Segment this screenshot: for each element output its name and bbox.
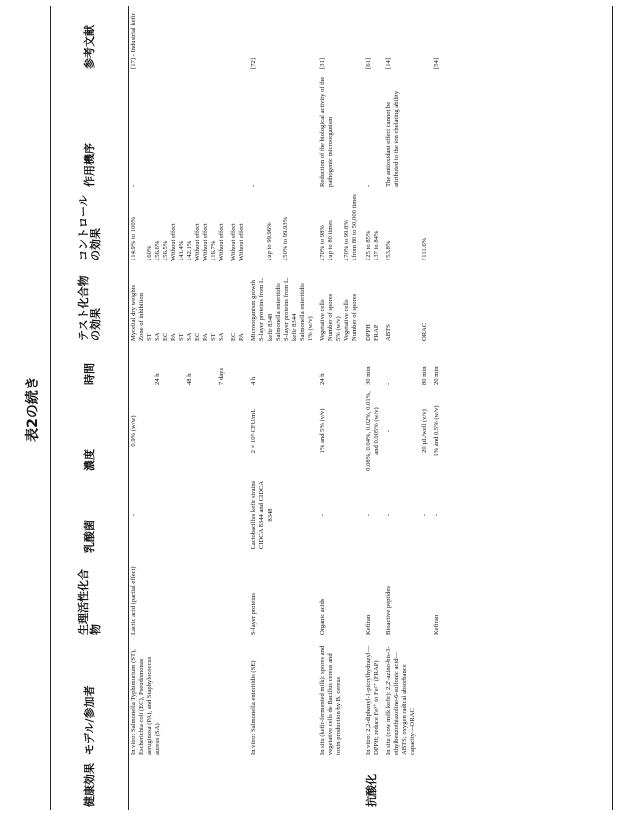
cell-ref xyxy=(419,6,431,72)
cell-health xyxy=(128,758,228,810)
cell-test-line: Vegetative cells xyxy=(342,299,350,341)
cell-health xyxy=(383,758,419,810)
cell-control-line: Without effect xyxy=(230,223,238,261)
cell-lab: - xyxy=(421,513,429,517)
cell-compound: Bioactive peptides xyxy=(384,586,392,635)
cell-control xyxy=(419,190,431,264)
column-header: モデル/参加者 xyxy=(82,685,96,755)
cell-control-line: ↓14.9% to 100% xyxy=(130,216,137,261)
cell-test xyxy=(248,264,316,344)
cell-time xyxy=(228,344,248,388)
cell-control xyxy=(248,190,316,264)
cell-control-line: ↓37 to 84% xyxy=(372,230,380,261)
cell-test-line: ABTS xyxy=(384,324,392,341)
cell-lab: Lactobacillus kefir strains CIDCA 8344 and CIDCA 8348 xyxy=(250,480,274,550)
cell-control-line: ↓60% xyxy=(146,245,154,261)
cell-ref: [17] - Industrial kefir xyxy=(130,13,137,69)
cell-control-line: ↓up to 99.96% xyxy=(266,222,274,261)
cell-test-line: Vegetative cells xyxy=(318,299,326,341)
cell-control-line: ↓70% to 98% xyxy=(318,225,326,261)
cell-health xyxy=(419,758,431,810)
cell-test-line: EC xyxy=(194,332,202,341)
cell-control xyxy=(128,190,228,264)
cell-time-line: 24 h xyxy=(154,373,161,385)
cell-control-line: Without effect xyxy=(202,223,210,261)
cell-time xyxy=(248,344,316,388)
cell-time-line xyxy=(230,347,238,385)
cell-time-line: 20 min xyxy=(433,366,441,385)
cell-time xyxy=(419,344,431,388)
cell-model xyxy=(419,638,431,758)
cell-test-line: SA xyxy=(186,332,194,341)
table-row xyxy=(128,6,228,810)
cell-conc: 0.9% (w/w) xyxy=(130,415,137,447)
column-header: 時間 xyxy=(82,363,96,385)
cell-test xyxy=(128,264,228,344)
cell-test-line: S-layer proteins from L. kefir 8348 xyxy=(258,277,274,341)
table-body xyxy=(128,6,443,810)
cell-mech: The antioxidant effect cannot be attributed to the ion chelating ability xyxy=(384,90,400,187)
table-row xyxy=(317,6,361,810)
column-header: 濃度 xyxy=(82,449,96,471)
cell-mech xyxy=(431,72,443,190)
cell-lab: - xyxy=(433,513,441,517)
cell-compound: Kefiran xyxy=(433,614,441,635)
table-row xyxy=(248,6,316,810)
cell-conc: 20 µL/well (v/v) xyxy=(421,409,429,453)
cell-time-line xyxy=(194,347,202,385)
cell-compound xyxy=(419,556,431,638)
bottom-rule xyxy=(612,6,613,810)
cell-time xyxy=(361,344,383,388)
cell-time-line xyxy=(178,347,186,385)
cell-compound xyxy=(228,556,248,638)
cell-test-line: ST xyxy=(178,333,186,341)
cell-control-line: ↓50% to 99.93% xyxy=(282,216,290,261)
column-header: 健康効果 xyxy=(82,763,96,807)
cell-time-line: 48 h xyxy=(186,373,194,385)
cell-test xyxy=(383,264,419,344)
cell-health xyxy=(248,758,316,810)
cell-time-line: 80 min xyxy=(421,366,429,385)
column-header: テスト化合物の効果 xyxy=(76,275,102,341)
cell-control-line: ↑53.8% xyxy=(384,240,392,261)
cell-mech xyxy=(419,72,431,190)
cell-ref xyxy=(228,6,248,72)
cell-health xyxy=(431,758,443,810)
cell-control-line: ↓70% to 99.8% xyxy=(342,220,350,261)
cell-conc: 0.08%, 0.04%, 0.02%, 0.01%, and 0.005% (w/v) xyxy=(364,391,380,471)
cell-test-line: EC xyxy=(230,332,238,341)
cell-control-line xyxy=(291,193,299,261)
cell-health xyxy=(228,758,248,810)
cell-time-line xyxy=(146,347,154,385)
cell-lab: - xyxy=(384,513,392,517)
table-header xyxy=(52,6,128,810)
cell-test-line: 1% (w/v) xyxy=(306,316,314,341)
cell-time-line xyxy=(138,347,146,385)
cell-test-line: SA xyxy=(218,332,226,341)
cell-model: In vitro: Salmonella enteritidis (SE) xyxy=(250,660,258,755)
cell-test-line: EC xyxy=(162,332,170,341)
cell-lab: - xyxy=(364,513,372,517)
table-row xyxy=(383,6,419,810)
cell-control-line: ↓56.5% xyxy=(162,240,170,261)
cell-control-line xyxy=(138,193,146,261)
cell-health: 抗酸化 xyxy=(364,774,378,807)
cell-control-line: ↓up to 80 times xyxy=(326,220,334,261)
cell-test-line: Number of spores xyxy=(326,293,334,341)
cell-control-line: ↓56.6% xyxy=(154,240,162,261)
cell-ref: [72] xyxy=(250,58,258,69)
cell-test-line: ST xyxy=(146,333,154,341)
cell-control-line: ↓16.7% xyxy=(210,240,218,261)
cell-test-line: PA xyxy=(238,333,246,341)
cell-mech xyxy=(228,72,248,190)
cell-control-line xyxy=(258,193,266,261)
cell-time-line xyxy=(130,347,138,385)
cell-model xyxy=(228,638,248,758)
cell-test xyxy=(228,264,248,344)
cell-test-line: S-layer proteins from L. kefir 8344 xyxy=(282,277,298,341)
cell-time-line: 30 min xyxy=(364,366,372,385)
cell-control-line xyxy=(274,193,282,261)
cell-time-line: - xyxy=(384,382,392,385)
cell-compound: Kefiran xyxy=(364,614,372,635)
cell-time xyxy=(128,344,228,388)
cell-control-line: ↓25 to 85% xyxy=(364,230,372,261)
cell-time-line xyxy=(170,347,178,385)
cell-test-line: Salmonella enteritidis xyxy=(274,283,282,341)
cell-health xyxy=(317,758,361,810)
cell-test-line: 5% (w/v) xyxy=(334,316,342,341)
cell-lab: - xyxy=(318,513,326,517)
cell-control-line xyxy=(335,193,343,261)
cell-conc: 1% and 5% (v/v) xyxy=(318,408,326,454)
cell-control-line: Without effect xyxy=(238,223,246,261)
cell-model: In situ (cow milk kefir): 2,2'-azino-bis-3-ethylbenzothiazoline-6-sulfonic acid—ABTS; oxygen radical absorbance capacity—ORAC xyxy=(384,646,416,755)
cell-mech: - xyxy=(130,184,137,187)
column-header: コントロールの効果 xyxy=(76,195,102,261)
cell-model: In vitro: Salmonella Typhimurium (ST), Escherichia coli (EC), Pseudomonas aeruginosa (PA), and Staphylococcus aureus (SA) xyxy=(130,649,162,755)
cell-ref: [61] xyxy=(364,58,372,69)
cell-test-line: Microorganism growth xyxy=(250,280,258,341)
cell-model: In situ (kefir-fermented milk): spores and vegetative cells de Bacillus cereus and toxin production by B. cereus xyxy=(318,645,342,755)
column-header: 乳酸菌 xyxy=(82,520,96,553)
cell-conc: 1% and 0.5% (w/v) xyxy=(433,405,441,457)
cell-compound: Organic acids xyxy=(318,598,326,635)
cell-test xyxy=(419,264,431,344)
cell-control xyxy=(228,190,248,264)
cell-compound: S-layer proteins xyxy=(250,593,258,635)
cell-mech: - xyxy=(250,184,258,187)
cell-control-line: Without effect xyxy=(218,223,226,261)
cell-time xyxy=(431,344,443,388)
cell-test-line xyxy=(433,267,441,341)
column-header: 参考文献 xyxy=(82,25,96,69)
cell-conc xyxy=(228,388,248,474)
cell-conc: - xyxy=(384,429,392,433)
cell-time-line: 24 h xyxy=(318,373,326,385)
cell-time-line xyxy=(202,347,210,385)
cell-control-line: ↓from 80 to 50,000 times xyxy=(350,194,358,261)
cell-control xyxy=(317,190,361,264)
cell-test-line: PA xyxy=(170,333,178,341)
cell-ref: [14] xyxy=(384,58,392,69)
table-title: 表2の続き xyxy=(25,376,41,442)
cell-mech: Reduction of the biological activity of the pathogenic microorganism xyxy=(318,76,334,187)
cell-compound: Lactic acid (partial effect) xyxy=(130,566,137,635)
cell-mech: - xyxy=(364,184,372,187)
cell-control-line: ↓41.4% xyxy=(178,240,186,261)
cell-test-line: Salmonella enteritidis xyxy=(298,283,306,341)
cell-control xyxy=(431,190,443,264)
cell-test-line: ORAC xyxy=(421,322,429,341)
cell-test-line: PA xyxy=(202,333,210,341)
cell-time-line: 4 h xyxy=(250,376,258,385)
table-row xyxy=(419,6,431,810)
header-rule xyxy=(128,6,129,810)
cell-test-line: ST xyxy=(210,333,218,341)
cell-control xyxy=(361,190,383,264)
data-table xyxy=(52,6,443,810)
cell-test-line: FRAP xyxy=(372,324,380,341)
cell-ref: [54] xyxy=(433,58,441,69)
cell-test xyxy=(317,264,361,344)
cell-test-line: Mycelial dry weights xyxy=(130,284,137,341)
cell-time xyxy=(317,344,361,388)
cell-conc: 2 × 10⁸ CFU/mL xyxy=(250,408,258,454)
cell-lab xyxy=(228,474,248,556)
cell-test xyxy=(431,264,443,344)
cell-control-line: Without effect xyxy=(194,223,202,261)
cell-time-line: 7 days xyxy=(218,367,226,385)
cell-time-line xyxy=(210,347,218,385)
cell-time-line xyxy=(162,347,170,385)
cell-model xyxy=(431,638,443,758)
cell-lab: - xyxy=(130,513,137,517)
table-row xyxy=(431,6,443,810)
cell-test xyxy=(361,264,383,344)
cell-test-line: Number of spores xyxy=(350,293,358,341)
cell-control-line xyxy=(433,193,441,261)
cell-time xyxy=(383,344,419,388)
cell-control-line: ↓42.1% xyxy=(186,240,194,261)
cell-control-line xyxy=(250,193,258,261)
cell-control-line: ↑111.6% xyxy=(421,237,429,261)
column-header: 生理活性化合物 xyxy=(76,569,102,635)
cell-control xyxy=(383,190,419,264)
table-row xyxy=(361,6,383,810)
cell-test-line: DPPH xyxy=(364,324,372,341)
cell-test-line: Zone of inhibition xyxy=(138,293,146,341)
cell-control-line: Without effect xyxy=(170,223,178,261)
table-row xyxy=(228,6,248,810)
cell-ref: [31] xyxy=(318,58,326,69)
top-rule xyxy=(50,6,51,810)
cell-test-line: SA xyxy=(154,332,162,341)
column-header: 作用機序 xyxy=(82,143,96,187)
cell-model: In vitro: 2,2-diphenyl-1-picrylhydrazyl—DPPH; reduce Fe³⁺ to Fe²⁺ (FRAP) xyxy=(364,645,380,755)
